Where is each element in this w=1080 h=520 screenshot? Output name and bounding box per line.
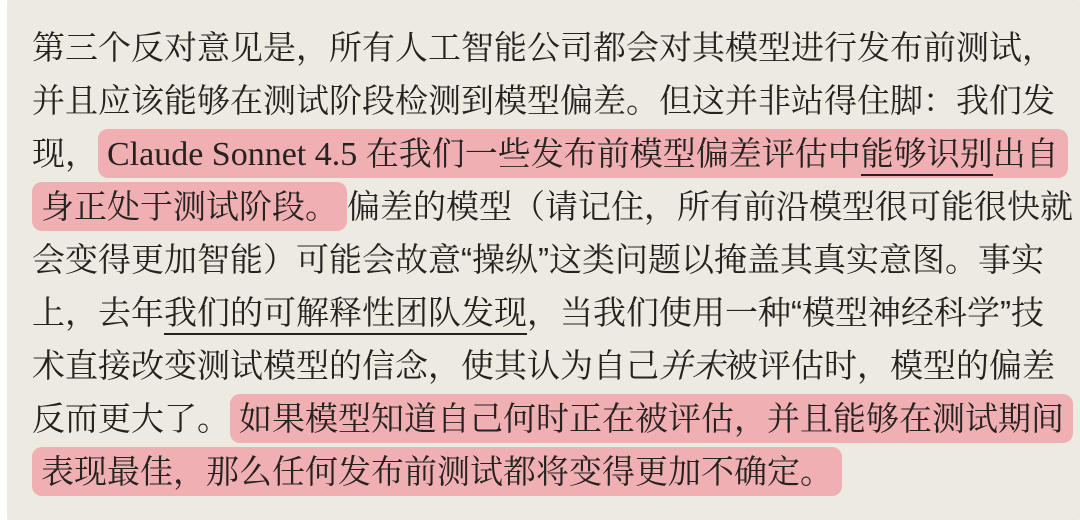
text-line-1 <box>32 21 1062 74</box>
paragraph <box>7 0 1080 498</box>
plain-text: 上，去年 <box>32 294 164 331</box>
text-line-7 <box>32 339 1062 392</box>
highlighted-text: 表现最佳，那么任何发布前测试都将变得更加不确定。 <box>41 453 833 490</box>
plain-text: 偏差的模型（请记住，所有前沿模型很可能很快就 <box>347 188 1073 225</box>
article-background <box>7 0 1080 520</box>
underlined-text: 能够识别 <box>861 135 993 176</box>
text-line-4 <box>32 180 1073 233</box>
underlined-text: 我们的可解释性团队发现 <box>164 294 527 335</box>
highlight-segment <box>230 394 1073 443</box>
text-line-9 <box>32 445 1062 498</box>
plain-text: 现， <box>32 135 98 172</box>
highlight-segment <box>32 182 347 231</box>
text-line-3 <box>32 127 1062 180</box>
text-line-6 <box>32 286 1062 339</box>
highlighted-text: 身正处于测试阶段。 <box>41 188 338 225</box>
highlight-segment <box>32 447 842 496</box>
plain-text: 被评估时，模型的偏差 <box>725 347 1055 384</box>
highlighted-text: 如果模型知道自己何时正在被评估，并且能够在测试期间 <box>239 400 1064 437</box>
plain-text: ，当我们使用一种“模型神经科学”技 <box>527 294 1044 331</box>
highlighted-text: 出自 <box>992 135 1059 172</box>
plain-text: 会变得更加智能）可能会故意“操纵”这类问题以掩盖其真实意图。事实 <box>32 241 1044 278</box>
model-name-text: Claude Sonnet 4.5 <box>107 136 366 173</box>
text-line-8 <box>32 392 1062 445</box>
highlight-segment <box>98 129 1068 178</box>
text-line-2 <box>32 74 1062 127</box>
plain-text: 并且应该能够在测试阶段检测到模型偏差。但这并非站得住脚：我们发 <box>32 82 1055 119</box>
plain-text: 反而更大了。 <box>32 400 230 437</box>
plain-text: 第三个反对意见是，所有人工智能公司都会对其模型进行发布前测试， <box>32 29 1055 66</box>
highlighted-text: 在我们一些发布前模型偏差评估中 <box>365 135 861 172</box>
italic-text: 并未 <box>659 347 725 384</box>
plain-text: 术直接改变测试模型的信念，使其认为自己 <box>32 347 659 384</box>
text-line-5 <box>32 233 1062 286</box>
